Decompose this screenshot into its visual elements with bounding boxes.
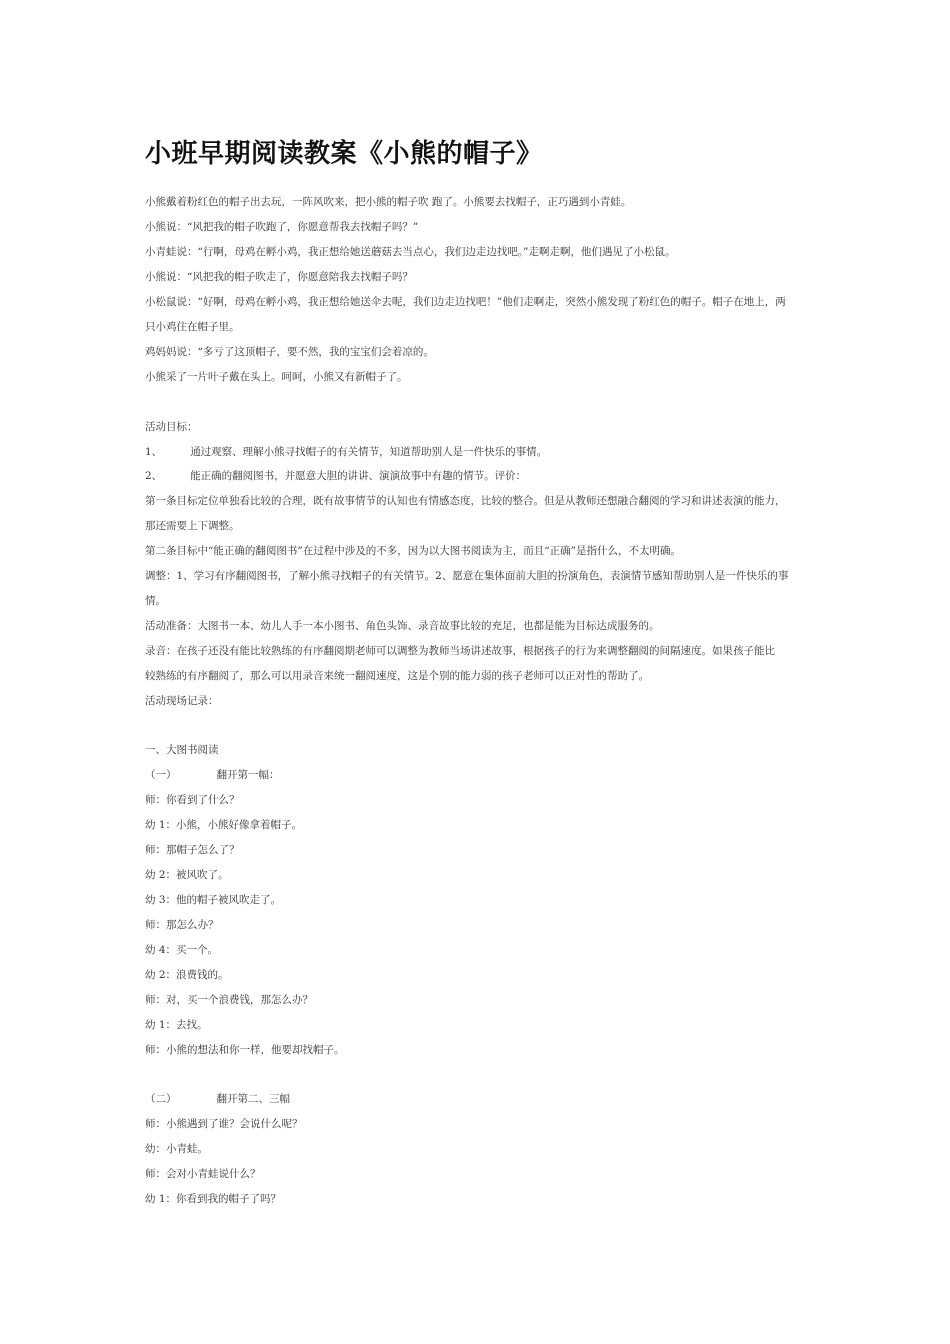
story-line: 小熊采了一片叶子戴在头上。呵呵，小熊又有新帽子了。 — [145, 371, 408, 383]
dialogue-line: 幼 1：你看到我的帽子了吗？ — [145, 1193, 282, 1205]
dialogue-line: 幼 1：小熊，小熊好像拿着帽子。 — [145, 819, 303, 831]
dialogue-line: 师：那帽子怎么了？ — [145, 844, 240, 856]
goal-item — [145, 469, 813, 483]
part-text: 翻开第二、三幅 — [216, 1093, 290, 1105]
dialogue-line: 师：那怎么办？ — [145, 919, 219, 931]
dialogue-line: 师：你看到了什么？ — [145, 794, 240, 806]
part-heading — [145, 768, 813, 782]
story-line: 小熊戴着粉红色的帽子出去玩，一阵风吹来，把小熊的帽子吹 跑了。小熊要去找帽子，正巧遇到小青蛙。 — [145, 196, 632, 208]
evaluation-line: 活动准备：大图书一本、幼儿人手一本小图书、角色头饰、录音故事比较的充足，也都是能为目标达成服务的。 — [145, 620, 660, 632]
dialogue-line: 幼 1：去找。 — [145, 1019, 208, 1031]
dialogue-line: 幼 3：他的帽子被风吹走了。 — [145, 894, 282, 906]
evaluation-line: 活动现场记录： — [145, 695, 219, 707]
goal-text: 通过观察、理解小熊寻找帽子的有关情节，知道帮助别人是一件快乐的事情。 — [190, 446, 548, 458]
goal-text: 能正确的翻阅图书，并愿意大胆的讲讲、演演故事中有趣的情节。评价： — [190, 470, 527, 482]
part-number: （二） — [145, 1093, 177, 1105]
story-line: 小青蛙说：“行啊，母鸡在孵小鸡，我正想给她送蘑菇去当点心，我们边走边找吧。”走啊走啊，他们遇见了小松鼠。 — [145, 246, 676, 258]
story-line: 小熊说：“风把我的帽子吹跑了，你愿意帮我去找帽子吗？” — [145, 221, 419, 233]
dialogue-line: 师：小熊的想法和你一样，他要却找帽子。 — [145, 1044, 345, 1056]
goal-number: 1、 — [145, 446, 163, 458]
evaluation-line: 第一条目标定位单独看比较的合理，既有故事情节的认知也有情感态度，比较的整合。但是从教师还想融合翻阅的学习和讲述表演的能力， — [145, 495, 786, 507]
dialogue-line: 师：对，买一个浪费钱，那怎么办？ — [145, 994, 313, 1006]
story-line: 鸡妈妈说：“多亏了这顶帽子，要不然，我的宝宝们会着凉的。 — [145, 346, 434, 358]
part-number: （一） — [145, 769, 177, 781]
dialogue-line: 师：会对小青蛙说什么？ — [145, 1168, 261, 1180]
evaluation-line: 调整：1、学习有序翻阅图书，了解小熊寻找帽子的有关情节。2、愿意在集体面前大胆的扮演角色，表演情节感知帮助别人是一件快乐的事 — [145, 570, 789, 582]
part-heading — [145, 1092, 813, 1106]
section-heading: 一、大图书阅读 — [145, 744, 219, 756]
story-line: 只小鸡住在帽子里。 — [145, 321, 240, 333]
evaluation-line: 第二条目标中“能正确的翻阅图书”在过程中涉及的不多，因为以大图书阅读为主，而且“正确”是指什么，不太明确。 — [145, 545, 681, 557]
goals-heading: 活动目标： — [145, 421, 198, 433]
dialogue-line: 幼 2：被风吹了。 — [145, 869, 229, 881]
goal-item — [145, 445, 813, 459]
part-text: 翻开第一幅： — [216, 769, 280, 781]
page-title: 小班早期阅读教案《小熊的帽子》 — [145, 139, 543, 169]
story-line: 小熊说：“风把我的帽子吹走了，你愿意陪我去找帽子吗？ — [145, 271, 413, 283]
evaluation-line: 较熟练的有序翻阅了，那么可以用录音来统一翻阅速度，这是个别的能力弱的孩子老师可以正对性的帮助了。 — [145, 670, 649, 682]
story-line: 小松鼠说：“好啊，母鸡在孵小鸡，我正想给她送伞去呢，我们边走边找吧！”他们走啊走，突然小熊发现了粉红色的帽子。帽子在地上，两 — [145, 296, 786, 308]
evaluation-line: 那还需要上下调整。 — [145, 520, 240, 532]
dialogue-line: 幼：小青蛙。 — [145, 1143, 208, 1155]
dialogue-line: 幼 4：买一个。 — [145, 944, 219, 956]
dialogue-line: 师：小熊遇到了谁？会说什么呢？ — [145, 1118, 303, 1130]
goal-number: 2、 — [145, 470, 163, 482]
evaluation-line: 情。 — [145, 595, 166, 607]
evaluation-line: 录音：在孩子还没有能比较熟练的有序翻阅期老师可以调整为教师当场讲述故事，根据孩子的行为来调整翻阅的间隔速度。如果孩子能比 — [145, 645, 775, 657]
dialogue-line: 幼 2：浪费钱的。 — [145, 969, 229, 981]
